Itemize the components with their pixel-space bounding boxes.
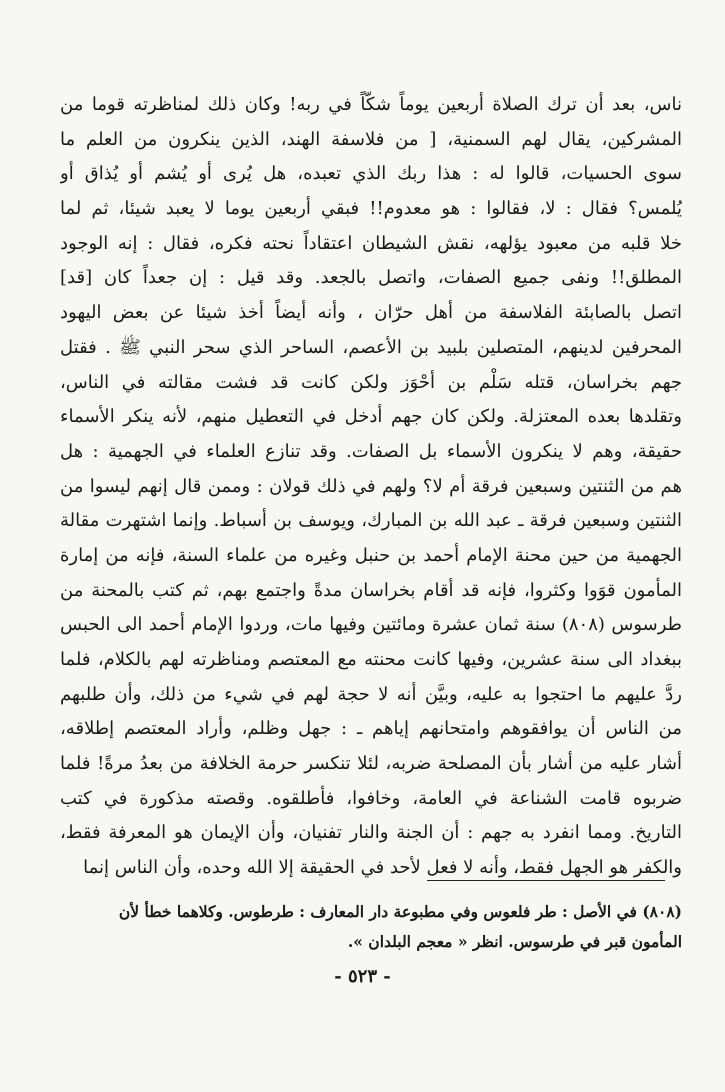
text-line: يُلمس؟ فقال : لا، فقالوا : هو معدوم!! فبقي أربعين يوما لا يعبد شيئا، ثم لما <box>60 198 682 220</box>
text-line: الجهمية من حين محنة الإمام أحمد بن حنبل وغيره من علماء السنة، فإنه من إمارة <box>60 544 682 566</box>
text-line: والكفر هو الجهل فقط، وأنه لا فعل لأحد في الحقيقة إلا الله وحده، وأن الناس إنما <box>83 857 682 879</box>
text-line: التاريخ. ومما انفرد به جهم : أن الجنة والنار تفنيان، وأن الإيمان هو المعرفة فقط، <box>60 822 682 844</box>
text-line: سوى الحسيات، قالوا له : هذا ربك الذي تعبده، هل يُرى أو يُشم أو يُذاق أو <box>60 163 682 185</box>
text-line: أشار عليه من أشار بأن المصلحة ضربه، لئلا تنكسر حرمة الخلافة من بعدُ مرةً! فلما <box>60 753 682 775</box>
main-text-block <box>60 88 682 886</box>
text-line: المحرفين لدينهم، المتصلين بلبيد بن الأعصم، الساحر الذي سحر النبي ﷺ . فقتل <box>60 336 682 358</box>
page-number: - ٥٢٣ - <box>334 966 391 987</box>
text-line: وتقلدها بعده المعتزلة. ولكن كان جهم أدخل في التعطيل منهم، لأنه ينكر الأسماء <box>60 406 682 428</box>
text-line: المشركين، يقال لهم السمنية، [ من فلاسفة الهند، الذين ينكرون من العلم ما <box>60 128 682 150</box>
text-line: هم من الثنتين وسبعين فرقة أم لا؟ ولهم في ذلك قولان : وممن قال إنهم ليسوا من <box>60 475 682 497</box>
footnote-divider <box>427 880 665 881</box>
text-line: ببغداد الى سنة عشرين، وفيها كانت محنته مع المعتصم ومناظرته لهم بالكلام، فلما <box>60 649 682 670</box>
footnote-line: المأمون قبر في طرسوس. انظر « معجم البلدان ». <box>347 932 682 951</box>
text-line: حقيقة، وهم لا ينكرون الأسماء بل الصفات. وقد تنازع العلماء في الجهمية : هل <box>60 440 682 462</box>
text-line: المطلق!! ونفى جميع الصفات، واتصل بالجعد. وقد قيل : إن جعداً كان [قد] <box>60 267 682 289</box>
text-line: المأمون قوَوا وكثروا، فإنه قد أقام بخراسان مدةً واجتمع بهم، ثم كتب بالمحنة من <box>60 579 682 601</box>
footnote-block <box>60 897 682 957</box>
text-line: ضربوه قامت الشناعة في العامة، وخافوا، فأطلقوه. وقصته مذكورة في كتب <box>60 787 682 809</box>
text-line: جهم بخراسان، قتله سَلْم بن أحْوَز ولكن كانت قد فشت مقالته في الناس، <box>60 371 682 393</box>
footnote-line: (٨٠٨) في الأصل : طر فلعوس وفي مطبوعة دار المعارف : طرطوس. وكلاهما خطأ لأن <box>118 902 682 921</box>
text-line: الثنتين وسبعين فرقة ـ عبد الله بن المبارك، ويوسف بن أسباط. وإنما اشتهرت مقالة <box>60 510 682 532</box>
text-line: ردَّ عليهم ما احتجوا به عليه، وبيَّن أنه لا حجة لهم في شيء من ذلك، وأن طلبهم <box>60 683 682 705</box>
text-line: طرسوس (٨٠٨) سنة ثمان عشرة ومائتين وفيها مات، وردوا الإمام أحمد الى الحبس <box>60 614 682 636</box>
text-line: ناس، بعد أن ترك الصلاة أربعين يوماً شكّاً في ربه! وكان ذلك لمناظرته قوما من <box>60 94 682 115</box>
text-line: اتصل بالصابئة الفلاسفة من أهل حرّان ، وأنه أيضاً أخذ شيئا عن بعض اليهود <box>60 302 682 324</box>
text-line: خلا قلبه من معبود يؤلهه، نقش الشيطان اعتقاداً نحته فكره، فقال : إنه الوجود <box>60 232 682 254</box>
text-line: من الناس أن يوافقوهم وامتحانهم إياهم ـ : جهل وظلم، وأراد المعتصم إطلاقه، <box>60 718 682 740</box>
